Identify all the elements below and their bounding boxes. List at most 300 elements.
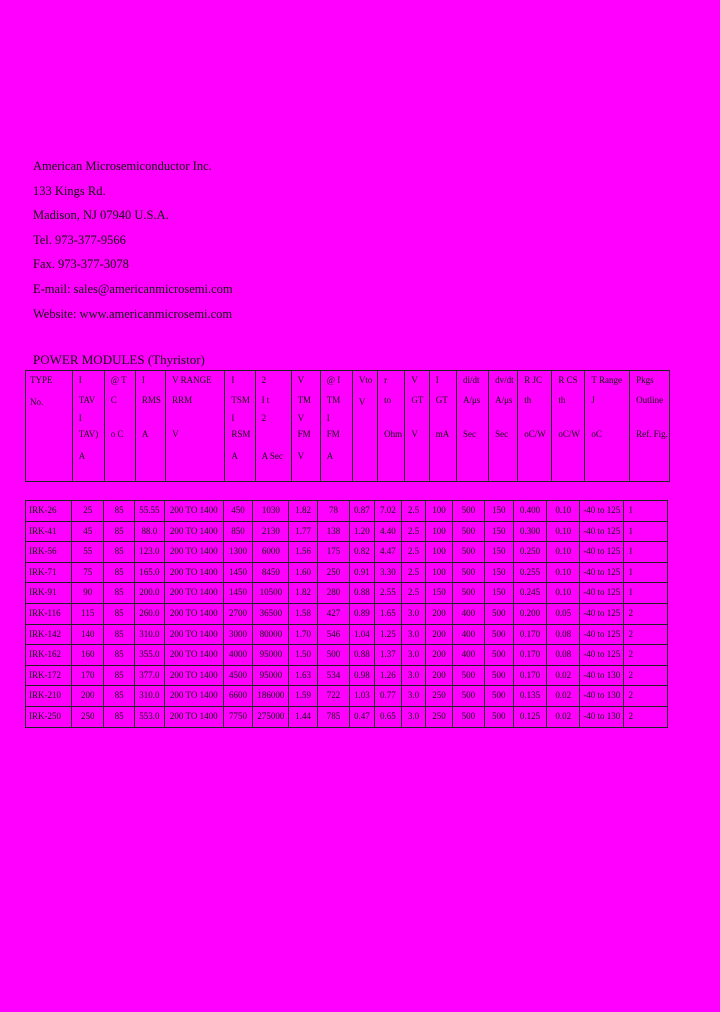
table-cell-package: 1	[628, 546, 633, 557]
table-cell-rthcs: 0.02	[547, 707, 580, 727]
table-cell-type: IRK-142	[26, 625, 72, 645]
table-cell-vtm: 1.82	[289, 583, 318, 603]
table-cell-itav: 90	[72, 583, 104, 603]
table-cell-rthcs: 0.02	[547, 666, 580, 686]
table-cell-vrange: 200 TO 1400	[165, 645, 224, 665]
table-row	[25, 685, 668, 706]
header-text: A	[231, 451, 238, 461]
table-cell-vrange: 200 TO 1400	[165, 563, 224, 583]
table-cell-dvdt: 500	[485, 686, 514, 706]
table-row	[25, 603, 668, 624]
header-text: RSM	[231, 429, 251, 439]
table-cell-rthcs: 0.02	[547, 686, 580, 706]
table-cell-itm: 534	[318, 666, 350, 686]
table-cell-rthcs: 0.10	[547, 583, 580, 603]
table-cell-i2t: 186000	[253, 686, 289, 706]
table-cell-vgt: 3.0	[402, 604, 426, 624]
table-cell-vrange: 200 TO 1400	[165, 707, 224, 727]
table-cell-vto: 0.88	[350, 645, 375, 665]
table-row	[25, 665, 668, 686]
table-cell-rthjc: 0.245	[514, 583, 548, 603]
table-cell-rto: 0.77	[375, 686, 402, 706]
table-cell-type: IRK-116	[26, 604, 72, 624]
table-cell-didt: 500	[453, 522, 485, 542]
header-text: V	[297, 413, 305, 423]
table-cell-itsm: 6600	[224, 686, 254, 706]
table-cell-igt: 250	[426, 707, 453, 727]
table-cell-rthjc: 0.125	[514, 707, 548, 727]
table-cell-tj-range: -40 to 125	[580, 522, 624, 542]
table-cell-tc: 85	[104, 522, 135, 542]
table-cell-vgt: 3.0	[402, 645, 426, 665]
table-cell-itsm: 4000	[224, 645, 254, 665]
table-cell-irms: 123.0	[135, 542, 165, 562]
header-text: TAV	[78, 395, 96, 405]
table-cell-tj-range: -40 to 125	[580, 583, 624, 603]
header-text: oC/W	[524, 429, 546, 439]
company-name: American Microsemiconductor Inc.	[33, 159, 212, 173]
table-cell-dvdt: 150	[485, 542, 514, 562]
table-cell-itav: 25	[72, 501, 104, 521]
header-vto	[353, 371, 378, 481]
table-cell-i2t: 80000	[253, 625, 289, 645]
table-cell-rthjc: 0.250	[514, 542, 548, 562]
table-cell-package: 1	[628, 525, 633, 536]
header-text: J	[591, 395, 595, 405]
table-cell-package: 2	[628, 628, 633, 639]
header-text: TM	[297, 395, 312, 405]
table-cell-type: IRK-41	[26, 522, 72, 542]
header-itav	[73, 371, 105, 481]
table-cell-i2t: 2130	[253, 522, 289, 542]
table-cell-tc: 85	[104, 583, 135, 603]
header-text: r	[384, 375, 388, 385]
table-cell-vtm: 1.63	[289, 666, 318, 686]
header-text: @ I	[326, 375, 341, 385]
header-tc	[105, 371, 136, 481]
table-cell-vtm: 1.70	[289, 625, 318, 645]
table-cell-rthjc: 0.200	[514, 604, 548, 624]
table-cell-tj-range: -40 to 125	[580, 604, 624, 624]
table-cell-igt: 150	[426, 583, 453, 603]
header-text: TAV)	[78, 429, 99, 439]
table-cell-vgt: 2.5	[402, 563, 426, 583]
table-cell-rthcs: 0.08	[547, 625, 580, 645]
header-text: th	[558, 395, 566, 405]
table-row	[25, 562, 668, 583]
table-cell-vto: 0.98	[350, 666, 375, 686]
table-cell-irms: 165.0	[135, 563, 165, 583]
header-text: R JC	[524, 375, 543, 385]
header-text: I	[231, 413, 235, 423]
header-text: @ T	[110, 375, 127, 385]
email: E-mail: sales@americanmicrosemi.com	[33, 281, 233, 296]
header-text: 2	[261, 375, 267, 385]
spec-table-body	[25, 500, 668, 728]
table-row	[25, 582, 668, 603]
table-cell-dvdt: 150	[485, 583, 514, 603]
table-cell-vgt: 2.5	[402, 501, 426, 521]
header-i2t	[256, 371, 292, 481]
table-cell-itsm: 2700	[224, 604, 254, 624]
table-cell-vgt: 3.0	[402, 686, 426, 706]
header-text: R CS	[558, 375, 578, 385]
table-cell-itav: 75	[72, 563, 104, 583]
table-cell-didt: 500	[453, 707, 485, 727]
company-contact-block	[33, 154, 233, 326]
table-cell-itav: 160	[72, 645, 104, 665]
header-text: FM	[326, 429, 340, 439]
table-cell-i2t: 8450	[253, 563, 289, 583]
table-cell-tc: 85	[104, 625, 135, 645]
header-itsm	[225, 371, 255, 481]
table-cell-irms: 377.0	[135, 666, 165, 686]
table-cell-package: 1	[628, 587, 633, 598]
table-cell-itm: 78	[318, 501, 350, 521]
header-text: oC	[591, 429, 602, 439]
header-text: I	[231, 375, 235, 385]
table-cell-itm: 250	[318, 563, 350, 583]
header-dvdt	[489, 371, 518, 481]
table-cell-rthjc: 0.170	[514, 645, 548, 665]
header-text: No.	[30, 397, 44, 407]
table-cell-package: 1	[628, 505, 633, 515]
table-cell-rthjc: 0.400	[514, 501, 548, 521]
table-cell-vrange: 200 TO 1400	[165, 686, 224, 706]
header-text: V	[411, 429, 418, 439]
table-cell-dvdt: 500	[485, 666, 514, 686]
header-rthjc	[518, 371, 552, 481]
header-text: di/dt	[462, 375, 480, 385]
table-cell-itav: 170	[72, 666, 104, 686]
header-text: TSM	[231, 395, 250, 405]
table-cell-vto: 1.20	[350, 522, 375, 542]
table-cell-itm: 280	[318, 583, 350, 603]
header-tj-range	[585, 371, 630, 481]
table-cell-vrange: 200 TO 1400	[165, 542, 224, 562]
table-cell-tc: 85	[104, 604, 135, 624]
table-cell-didt: 500	[453, 583, 485, 603]
table-cell-tc: 85	[104, 707, 135, 727]
table-cell-vto: 0.87	[350, 501, 375, 521]
table-cell-type: IRK-162	[26, 645, 72, 665]
table-cell-rto: 1.65	[375, 604, 402, 624]
table-cell-vrange: 200 TO 1400	[165, 583, 224, 603]
table-cell-vtm: 1.50	[289, 645, 318, 665]
table-cell-tc: 85	[104, 542, 135, 562]
table-cell-vgt: 3.0	[402, 707, 426, 727]
header-text: Sec	[495, 429, 509, 439]
table-cell-didt: 500	[453, 563, 485, 583]
header-text: I	[78, 375, 82, 385]
table-cell-itm: 546	[318, 625, 350, 645]
table-cell-package: 2	[628, 649, 633, 660]
table-cell-vtm: 1.59	[289, 686, 318, 706]
table-cell-irms: 200.0	[135, 583, 165, 603]
table-cell-rthjc: 0.300	[514, 522, 548, 542]
table-cell-didt: 400	[453, 645, 485, 665]
table-cell-rto: 1.26	[375, 666, 402, 686]
table-cell-itsm: 1450	[224, 563, 254, 583]
header-text: A/μs	[462, 395, 481, 405]
table-cell-itsm: 1450	[224, 583, 254, 603]
table-cell-vrange: 200 TO 1400	[165, 522, 224, 542]
table-cell-itav: 115	[72, 604, 104, 624]
table-cell-tj-range: -40 to 125	[580, 501, 624, 521]
table-cell-rto: 1.37	[375, 645, 402, 665]
table-row	[25, 541, 668, 562]
table-cell-itsm: 850	[224, 522, 254, 542]
header-text: V	[358, 397, 366, 407]
table-cell-itm: 138	[318, 522, 350, 542]
header-text: GT	[435, 395, 448, 405]
header-text: I t	[261, 395, 270, 405]
table-cell-tj-range: -40 to 125	[580, 645, 624, 665]
table-cell-itav: 55	[72, 542, 104, 562]
table-cell-tc: 85	[104, 666, 135, 686]
header-text: mA	[435, 429, 450, 439]
table-cell-itsm: 7750	[224, 707, 254, 727]
header-text: oC/W	[558, 429, 580, 439]
table-cell-rthcs: 0.10	[547, 563, 580, 583]
table-cell-itav: 200	[72, 686, 104, 706]
table-cell-itav: 45	[72, 522, 104, 542]
table-cell-igt: 200	[426, 625, 453, 645]
table-row	[25, 624, 668, 645]
table-cell-vrange: 200 TO 1400	[165, 501, 224, 521]
header-text: Vto	[358, 375, 373, 385]
table-cell-rthjc: 0.170	[514, 625, 548, 645]
table-cell-itsm: 3000	[224, 625, 254, 645]
table-cell-dvdt: 150	[485, 522, 514, 542]
header-rto	[378, 371, 405, 481]
table-cell-dvdt: 150	[485, 501, 514, 521]
table-cell-igt: 250	[426, 686, 453, 706]
table-cell-tj-range: -40 to 130	[580, 666, 624, 686]
table-cell-vtm: 1.82	[289, 501, 318, 521]
header-package	[630, 371, 669, 481]
table-cell-vgt: 2.5	[402, 522, 426, 542]
table-cell-rthcs: 0.05	[547, 604, 580, 624]
table-cell-type: IRK-91	[26, 583, 72, 603]
table-cell-itsm: 1300	[224, 542, 254, 562]
table-cell-vto: 0.89	[350, 604, 375, 624]
table-cell-rto: 3.30	[375, 563, 402, 583]
header-itm	[321, 371, 353, 481]
header-text: V	[297, 375, 305, 385]
header-text: RRM	[172, 395, 193, 405]
header-text: TYPE	[30, 375, 53, 385]
table-cell-tj-range: -40 to 125	[580, 542, 624, 562]
table-cell-type: IRK-250	[26, 707, 72, 727]
table-cell-type: IRK-26	[26, 501, 72, 521]
header-didt	[457, 371, 489, 481]
header-text: V	[411, 375, 418, 385]
table-cell-type: IRK-172	[26, 666, 72, 686]
table-cell-irms: 55.55	[135, 501, 165, 521]
table-cell-itm: 785	[318, 707, 350, 727]
table-cell-tj-range: -40 to 125	[580, 625, 624, 645]
table-cell-igt: 100	[426, 542, 453, 562]
table-cell-didt: 500	[453, 686, 485, 706]
table-cell-didt: 400	[453, 625, 485, 645]
table-cell-irms: 553.0	[135, 707, 165, 727]
table-cell-package: 2	[628, 607, 633, 618]
header-text: Ref. Fig.	[636, 429, 668, 439]
table-cell-rthjc: 0.255	[514, 563, 548, 583]
table-cell-itsm: 450	[224, 501, 254, 521]
table-cell-vto: 1.04	[350, 625, 375, 645]
table-cell-didt: 500	[453, 666, 485, 686]
table-cell-itm: 175	[318, 542, 350, 562]
header-text: V	[172, 429, 179, 439]
header-text: I	[326, 413, 330, 423]
header-text: FM	[297, 429, 311, 439]
table-cell-dvdt: 500	[485, 645, 514, 665]
table-cell-tj-range: -40 to 130	[580, 686, 624, 706]
table-cell-tj-range: -40 to 125	[580, 563, 624, 583]
header-text: A Sec	[261, 451, 283, 461]
table-cell-igt: 200	[426, 645, 453, 665]
header-text: A	[141, 429, 149, 439]
table-cell-rthjc: 0.135	[514, 686, 548, 706]
table-cell-vtm: 1.60	[289, 563, 318, 583]
header-text: Outline	[636, 395, 664, 405]
table-cell-igt: 200	[426, 604, 453, 624]
table-cell-irms: 88.0	[135, 522, 165, 542]
table-cell-igt: 100	[426, 522, 453, 542]
table-row	[25, 706, 668, 728]
header-text: I	[78, 413, 82, 423]
table-cell-rto: 4.40	[375, 522, 402, 542]
table-cell-i2t: 6000	[253, 542, 289, 562]
telephone: Tel. 973-377-9566	[33, 232, 126, 247]
table-cell-vtm: 1.56	[289, 542, 318, 562]
table-cell-rthcs: 0.08	[547, 645, 580, 665]
table-cell-vgt: 2.5	[402, 542, 426, 562]
website: Website: www.americanmicrosemi.com	[33, 306, 233, 321]
table-cell-vgt: 2.5	[402, 583, 426, 603]
table-cell-itav: 140	[72, 625, 104, 645]
table-cell-itm: 427	[318, 604, 350, 624]
table-cell-type: IRK-210	[26, 686, 72, 706]
header-text: Ohm	[384, 429, 403, 439]
table-cell-igt: 100	[426, 501, 453, 521]
table-cell-rto: 1.25	[375, 625, 402, 645]
header-text: A	[78, 451, 86, 461]
table-cell-vrange: 200 TO 1400	[165, 604, 224, 624]
table-row	[25, 500, 668, 521]
header-text: Pkgs	[636, 375, 654, 385]
header-text: I	[435, 375, 439, 385]
table-cell-itm: 500	[318, 645, 350, 665]
table-cell-igt: 100	[426, 563, 453, 583]
header-igt	[430, 371, 457, 481]
table-cell-i2t: 275000	[253, 707, 289, 727]
header-text: A/μs	[495, 395, 513, 405]
header-irms	[136, 371, 166, 481]
table-cell-rto: 2.55	[375, 583, 402, 603]
header-text: A	[326, 451, 334, 461]
table-cell-tc: 85	[104, 501, 135, 521]
table-cell-tc: 85	[104, 563, 135, 583]
table-cell-vrange: 200 TO 1400	[165, 625, 224, 645]
table-cell-irms: 310.0	[135, 686, 165, 706]
table-cell-vgt: 3.0	[402, 625, 426, 645]
table-cell-didt: 500	[453, 542, 485, 562]
table-cell-vtm: 1.58	[289, 604, 318, 624]
table-cell-tj-range: -40 to 130	[580, 707, 624, 727]
table-cell-irms: 355.0	[135, 645, 165, 665]
table-cell-i2t: 10500	[253, 583, 289, 603]
table-cell-tc: 85	[104, 645, 135, 665]
table-cell-rthcs: 0.10	[547, 522, 580, 542]
table-cell-irms: 310.0	[135, 625, 165, 645]
header-text: to	[384, 395, 392, 405]
header-text: V RANGE	[172, 375, 212, 385]
table-cell-didt: 400	[453, 604, 485, 624]
header-text: dv/dt	[495, 375, 514, 385]
header-text: I	[141, 375, 145, 385]
header-text: RMS	[141, 395, 161, 405]
table-cell-vtm: 1.44	[289, 707, 318, 727]
header-text: V	[297, 451, 305, 461]
table-cell-vtm: 1.77	[289, 522, 318, 542]
table-row	[25, 644, 668, 665]
table-cell-i2t: 95000	[253, 645, 289, 665]
header-text: Sec	[462, 429, 476, 439]
table-cell-type: IRK-71	[26, 563, 72, 583]
header-text: GT	[411, 395, 424, 405]
table-cell-rto: 7.02	[375, 501, 402, 521]
table-cell-dvdt: 500	[485, 604, 514, 624]
table-cell-package: 2	[628, 710, 633, 721]
table-cell-package: 1	[628, 566, 633, 577]
table-cell-vgt: 3.0	[402, 666, 426, 686]
table-cell-rto: 0.65	[375, 707, 402, 727]
table-cell-vto: 0.88	[350, 583, 375, 603]
table-cell-didt: 500	[453, 501, 485, 521]
header-text: C	[110, 395, 117, 405]
table-cell-package: 2	[628, 669, 633, 680]
table-cell-vto: 0.82	[350, 542, 375, 562]
address-line-1: 133 Kings Rd.	[33, 183, 106, 198]
table-cell-vto: 1.03	[350, 686, 375, 706]
spec-table-header	[25, 370, 670, 482]
table-cell-i2t: 95000	[253, 666, 289, 686]
section-title: POWER MODULES (Thyristor)	[33, 352, 205, 367]
header-rthcs	[552, 371, 585, 481]
table-cell-rthcs: 0.10	[547, 542, 580, 562]
address-line-2: Madison, NJ 07940 U.S.A.	[33, 208, 169, 223]
table-row	[25, 521, 668, 542]
table-cell-vrange: 200 TO 1400	[165, 666, 224, 686]
header-vtm	[292, 371, 321, 481]
table-cell-type: IRK-56	[26, 542, 72, 562]
table-cell-irms: 260.0	[135, 604, 165, 624]
header-text: th	[524, 395, 532, 405]
table-cell-rthcs: 0.10	[547, 501, 580, 521]
table-cell-tc: 85	[104, 686, 135, 706]
table-cell-itav: 250	[72, 707, 104, 727]
header-text: 2	[261, 413, 267, 423]
table-cell-i2t: 1030	[253, 501, 289, 521]
table-cell-igt: 200	[426, 666, 453, 686]
header-vrange	[166, 371, 225, 481]
table-cell-dvdt: 150	[485, 563, 514, 583]
table-cell-vto: 0.47	[350, 707, 375, 727]
table-cell-dvdt: 500	[485, 625, 514, 645]
